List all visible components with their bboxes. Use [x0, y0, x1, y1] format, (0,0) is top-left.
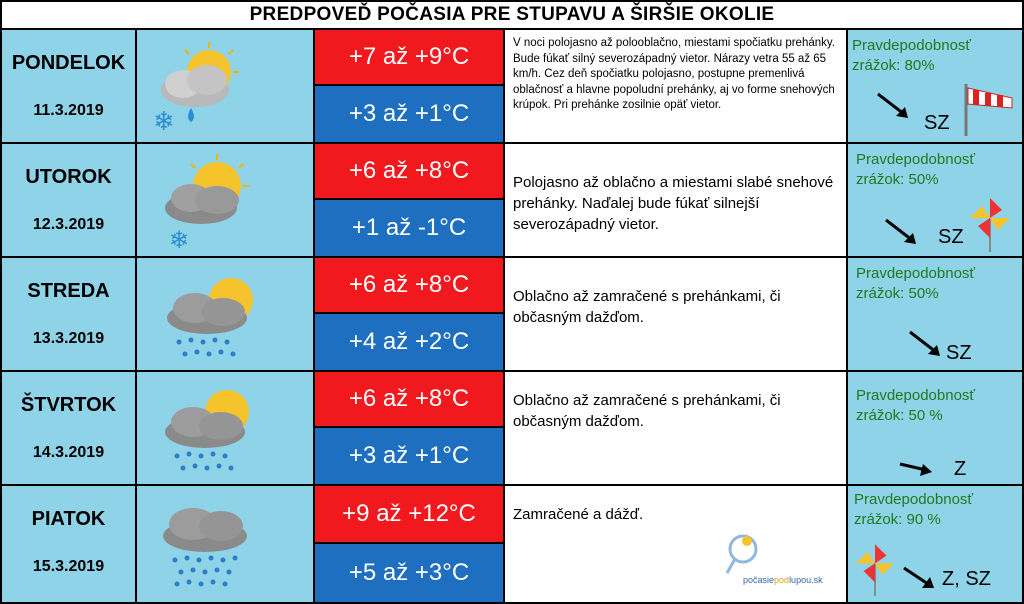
temperature-cell	[315, 372, 505, 484]
svg-text:❄: ❄	[169, 226, 190, 252]
temp-low: +4 až +2°C	[315, 314, 503, 370]
wind-direction: SZ	[938, 226, 964, 248]
wind-cell	[848, 30, 1024, 142]
day-row	[0, 486, 1024, 604]
wind-direction: Z	[954, 458, 967, 480]
weather-icon-cell	[137, 144, 315, 256]
site-logo	[723, 531, 843, 591]
weather-icon-cell	[137, 372, 315, 484]
prob-value: zrážok: 90 %	[854, 511, 941, 528]
day-name: PIATOK	[31, 508, 106, 530]
wind-direction: Z, SZ	[942, 568, 991, 590]
wind-arrow-icon	[874, 90, 914, 120]
day-cell	[0, 258, 137, 370]
temp-high: +6 až +8°C	[315, 144, 503, 200]
description-cell	[505, 486, 848, 602]
sun-cloud-rain-icon	[147, 266, 307, 366]
precipitation-probability	[852, 36, 971, 76]
day-row	[0, 258, 1024, 372]
day-cell	[0, 144, 137, 256]
weather-icon-cell	[137, 30, 315, 142]
description-cell	[505, 30, 848, 142]
temp-high: +9 až +12°C	[315, 486, 503, 544]
wind-cell	[848, 372, 1024, 484]
prob-value: zrážok: 80%	[852, 57, 935, 74]
windsock-icon	[960, 80, 1020, 138]
cloud-rain-icon	[147, 494, 307, 594]
weather-icon-cell	[137, 486, 315, 602]
temperature-cell	[315, 258, 505, 370]
day-cell	[0, 30, 137, 142]
wind-cell	[848, 258, 1024, 370]
wind-arrow-icon	[900, 562, 940, 592]
description-cell	[505, 144, 848, 256]
temp-low: +5 až +3°C	[315, 544, 503, 602]
description-cell	[505, 258, 848, 370]
pinwheel-icon	[968, 196, 1012, 254]
prob-value: zrážok: 50 %	[856, 407, 943, 424]
day-row	[0, 372, 1024, 486]
wind-direction: SZ	[924, 112, 950, 134]
sun-cloud-snow-rain-icon	[147, 38, 307, 138]
wind-arrow-icon	[906, 328, 946, 358]
prob-label: Pravdepodobnosť	[854, 491, 974, 508]
day-date: 13.3.2019	[32, 330, 105, 347]
description-cell	[505, 372, 848, 484]
wind-arrow-icon	[882, 216, 922, 246]
forecast-table	[0, 30, 1024, 604]
precipitation-probability	[856, 264, 975, 304]
day-date: 15.3.2019	[32, 558, 105, 575]
temp-high: +6 až +8°C	[315, 258, 503, 314]
temperature-cell	[315, 144, 505, 256]
prob-label: Pravdepodobnosť	[856, 387, 976, 404]
temp-low: +3 až +1°C	[315, 86, 503, 142]
prob-label: Pravdepodobnosť	[856, 151, 976, 168]
day-name: ŠTVRTOK	[20, 394, 117, 416]
day-date: 12.3.2019	[32, 216, 105, 233]
precipitation-probability	[856, 386, 975, 426]
forecast-description: Zamračené a dážď.	[513, 506, 644, 523]
prob-label: Pravdepodobnosť	[856, 265, 976, 282]
day-date: 11.3.2019	[33, 102, 104, 119]
page-title: PREDPOVEĎ POČASIA PRE STUPAVU A ŠIRŠIE OKOLIE	[0, 0, 1024, 30]
magnifier-cloud-icon	[723, 531, 763, 577]
pinwheel-icon	[854, 542, 896, 598]
wind-cell	[848, 144, 1024, 256]
temperature-cell	[315, 486, 505, 602]
logo-text: počasiepodlupou.sk	[743, 575, 823, 585]
forecast-description: Polojasno až oblačno a miestami slabé snehové prehánky. Naďalej bude fúkať silnejší severozápadný vietor.	[513, 174, 834, 233]
forecast-description: Oblačno až zamračené s prehánkami, či občasným dažďom.	[513, 392, 781, 430]
forecast-description: Oblačno až zamračené s prehánkami, či občasným dažďom.	[513, 288, 781, 326]
day-cell	[0, 486, 137, 602]
prob-label: Pravdepodobnosť	[852, 37, 972, 54]
forecast-description: V noci polojasno až polooblačno, miestami spočiatku prehánky. Bude fúkať silný severozápadný vietor. Nárazy vetra 55 až 65 km/h. Cez deň spočiatku polojasno, postupne premenlivá oblačnosť a hlavne popoludní prehánky, aj vo forme snehových krúpok. Pri prehánke zosilnie opäť vietor.	[513, 37, 835, 111]
day-row	[0, 144, 1024, 258]
day-cell	[0, 372, 137, 484]
temp-high: +7 až +9°C	[315, 30, 503, 86]
day-name: UTOROK	[25, 166, 112, 188]
temp-low: +1 až -1°C	[315, 200, 503, 256]
wind-direction: SZ	[946, 342, 972, 364]
day-name: STREDA	[27, 280, 110, 302]
sun-cloud-rain-icon	[147, 380, 307, 480]
wind-cell	[848, 486, 1024, 602]
sun-cloud-snow-icon	[147, 152, 307, 252]
day-date: 14.3.2019	[32, 444, 105, 461]
temperature-cell	[315, 30, 505, 142]
day-row	[0, 30, 1024, 144]
prob-value: zrážok: 50%	[856, 285, 939, 302]
precipitation-probability	[856, 150, 975, 190]
temp-low: +3 až +1°C	[315, 428, 503, 484]
temp-high: +6 až +8°C	[315, 372, 503, 428]
precipitation-probability	[854, 490, 973, 530]
weather-icon-cell	[137, 258, 315, 370]
svg-text:❄: ❄	[153, 107, 175, 137]
day-name: PONDELOK	[11, 52, 126, 74]
wind-arrow-icon	[896, 452, 936, 482]
prob-value: zrážok: 50%	[856, 171, 939, 188]
